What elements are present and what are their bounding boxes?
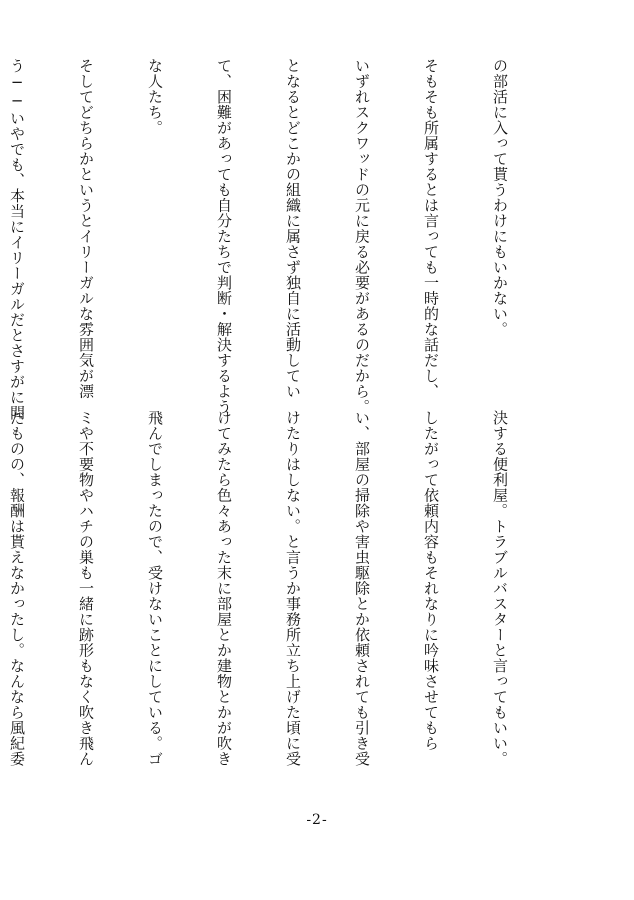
text-line: い、部屋の掃除や害虫駆除とか依頼されても引き受: [353, 410, 371, 767]
text-line: う──いやでも、本当にイリーガルだとさすがに問: [8, 58, 26, 421]
page-number: -2-: [306, 812, 328, 828]
text-line: だものの、報酬は貰えなかったし。なんなら風紀委: [8, 410, 26, 767]
text-line: したがって依頼内容もそれなりに吟味させてもら: [422, 410, 440, 751]
text-line: けたりはしない。と言うか事務所立ち上げた頃に受: [284, 410, 302, 767]
text-line: そもそも所属するとは言っても一時的な話だし、: [422, 58, 440, 399]
text-line: 決する便利屋。トラブルバスターと言ってもいい。: [491, 410, 509, 767]
text-line: ミや不要物やハチの巣も一緒に跡形もなく吹き飛ん: [77, 410, 95, 767]
bottom-text-block: [0, 410, 557, 790]
text-line: となるとどこかの組織に属さず独自に活動してい: [284, 58, 302, 399]
text-line: 飛んでしまったので、受けないことにしている。ゴ: [146, 410, 164, 767]
top-text-block: [0, 58, 557, 421]
text-line: けてみたら色々あった末に部屋とか建物とかが吹き: [215, 410, 233, 767]
text-line: いずれスクワッドの元に戻る必要があるのだから。: [353, 58, 371, 415]
text-line: の部活に入って貰うわけにもいかない。: [491, 58, 509, 337]
text-line: な人たち。: [146, 58, 164, 136]
text-line: て、困難があっても自分たちで判断・解決するよう: [215, 58, 233, 415]
text-line: そしてどちらかというとイリーガルな雰囲気が漂: [77, 58, 95, 399]
